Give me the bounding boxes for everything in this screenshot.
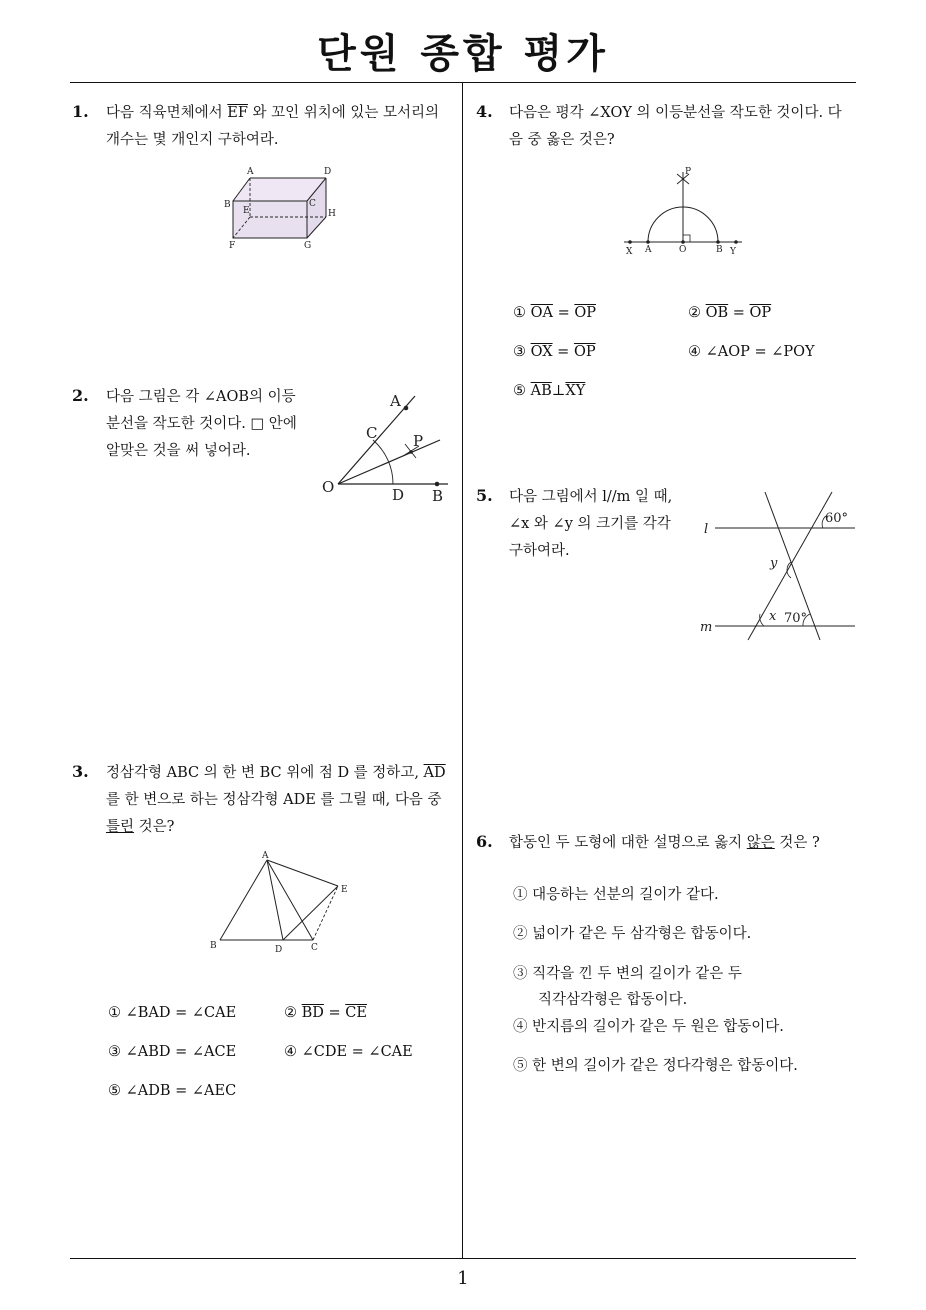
question-4-number: 4. — [476, 102, 493, 121]
triangle-label-c: C — [311, 943, 318, 953]
parallel-label-l: l — [704, 522, 709, 537]
q4-option-5-marker: ⑤ — [513, 383, 531, 399]
q4-option-3-eq: = — [552, 344, 574, 360]
q4-option-5-seg-b: $\overline{XY}$ — [565, 383, 586, 399]
q1-segment-ef: $\overline{EF}$ — [227, 105, 248, 121]
cuboid-label-h: H — [328, 209, 336, 219]
question-6-text — [509, 830, 861, 857]
page-number: 1 — [457, 1268, 469, 1289]
parallel-angle-60: 60° — [825, 511, 849, 526]
q4-text-a: 다음은 평각 ∠XOY 의 이등분선을 작도한 것이다. 다 — [509, 105, 842, 121]
q4-option-3-marker: ③ — [513, 344, 531, 360]
parallel-label-m: m — [700, 620, 713, 635]
q4-option-1-seg-a: $\overline{OA}$ — [530, 305, 553, 321]
bisector-label-d: D — [392, 486, 405, 504]
cuboid-label-g: G — [304, 241, 312, 251]
q3-option-2-seg-b: $\overline{CE}$ — [345, 1005, 367, 1021]
page-title: 단원 종합 평가 — [317, 31, 609, 77]
q4-option-1-eq: = — [552, 305, 575, 321]
cuboid-label-b: B — [224, 200, 231, 210]
q6-option-5[interactable]: ⑤ 한 변의 길이가 같은 정다각형은 합동이다. — [513, 1058, 798, 1074]
q6-text-a: 합동인 두 도형에 대한 설명으로 옳지 — [509, 835, 747, 851]
bisector-label-o: O — [322, 478, 335, 496]
parallel-lines-figure — [700, 488, 860, 648]
q3-option-2[interactable] — [284, 1005, 367, 1021]
question-3-text — [106, 760, 458, 841]
equilateral-triangles-figure — [205, 848, 365, 960]
triangle-label-e: E — [341, 885, 348, 895]
q4-option-1-seg-b: $\overline{OP}$ — [574, 305, 596, 321]
q2-text-a: 다음 그림은 각 ∠AOB의 이등 — [106, 389, 296, 405]
q1-text-c: 개수는 몇 개인지 구하여라. — [106, 132, 279, 148]
q2-text-c: 알맞은 것을 써 넣어라. — [106, 443, 251, 459]
bisector2-label-a: A — [645, 245, 652, 255]
column-divider — [462, 83, 463, 1258]
q6-option-3-line-1: ③ 직각을 낀 두 변의 길이가 같은 두 — [513, 966, 742, 982]
cuboid-label-e: E — [243, 206, 250, 216]
q6-option-2[interactable]: ② 넓이가 같은 두 삼각형은 합동이다. — [513, 926, 752, 942]
q5-text-b: ∠x 와 ∠y 의 크기를 각각 — [509, 516, 671, 532]
q5-text-c: 구하여라. — [509, 543, 570, 559]
question-3-number: 3. — [72, 762, 89, 781]
q6-option-3[interactable] — [513, 961, 742, 1013]
bisector-label-b: B — [432, 487, 444, 505]
question-1-text — [106, 100, 456, 154]
q4-option-2-eq: = — [728, 305, 750, 321]
bisector2-label-x: X — [626, 247, 633, 257]
parallel-label-y: y — [770, 556, 778, 571]
triangle-label-d: D — [275, 945, 283, 955]
q4-text-b: 음 중 옳은 것은? — [509, 132, 615, 148]
question-5-number: 5. — [476, 486, 493, 505]
q4-option-2-seg-b: $\overline{OP}$ — [749, 305, 772, 321]
q4-option-3-seg-b: $\overline{OP}$ — [573, 344, 596, 360]
q3-option-5[interactable]: ⑤ ∠ADB = ∠AEC — [108, 1083, 237, 1099]
cuboid-label-d: D — [324, 167, 332, 177]
bisector-label-p: P — [413, 432, 424, 450]
angle-bisector-figure — [318, 388, 458, 508]
bisector-label-c: C — [366, 424, 378, 442]
bisector2-label-b: B — [716, 245, 723, 255]
bisector2-label-p: P — [685, 167, 692, 177]
question-6-number: 6. — [476, 832, 493, 851]
cuboid-label-f: F — [229, 241, 236, 251]
question-2-number: 2. — [72, 386, 89, 405]
q3-text-b: 를 한 변으로 하는 정삼각형 ADE 를 그릴 때, 다음 중 — [106, 792, 442, 808]
q4-option-5-seg-a: $\overline{AB}$ — [530, 383, 552, 399]
q3-text-c: 것은? — [134, 819, 175, 835]
q4-option-3[interactable] — [513, 344, 596, 360]
q1-text-a: 다음 직육면체에서 — [106, 105, 228, 121]
q5-text-a: 다음 그림에서 l//m 일 때, — [509, 489, 673, 505]
q2-text-b: 분선을 작도한 것이다. □ 안에 — [106, 416, 297, 432]
question-2-text — [106, 384, 326, 465]
parallel-label-x: x — [769, 609, 777, 624]
bisector2-label-y: Y — [730, 247, 736, 257]
q6-option-4[interactable]: ④ 반지름의 길이가 같은 두 원은 합동이다. — [513, 1019, 784, 1035]
q3-option-3[interactable]: ③ ∠ABD = ∠ACE — [108, 1044, 237, 1060]
q3-option-2-seg-a: $\overline{BD}$ — [301, 1005, 324, 1021]
q6-text-b: 것은 ? — [774, 835, 820, 851]
triangle-label-b: B — [210, 941, 217, 951]
q6-underlined-word: 않은 — [746, 835, 775, 851]
q1-text-b: 와 꼬인 위치에 있는 모서리의 — [247, 105, 440, 121]
q3-option-2-marker: ② — [284, 1005, 302, 1021]
bisector-label-a: A — [390, 392, 401, 410]
cuboid-label-c: C — [309, 199, 316, 209]
cuboid-label-a: A — [247, 167, 254, 177]
q3-text-a: 정삼각형 ABC 의 한 변 BC 위에 점 D 를 정하고, — [106, 765, 424, 781]
q3-option-4[interactable]: ④ ∠CDE = ∠CAE — [284, 1044, 413, 1060]
q4-option-4[interactable]: ④ ∠AOP = ∠POY — [688, 344, 815, 360]
q4-option-3-seg-a: $\overline{OX}$ — [530, 344, 553, 360]
straight-angle-bisector-figure — [620, 162, 750, 262]
q4-option-2-seg-a: $\overline{OB}$ — [705, 305, 729, 321]
q3-option-1[interactable]: ① ∠BAD = ∠CAE — [108, 1005, 237, 1021]
q4-option-2-marker: ② — [688, 305, 706, 321]
question-4-text — [509, 100, 861, 154]
q4-option-2[interactable] — [688, 305, 771, 321]
q4-option-1-marker: ① — [513, 305, 531, 321]
q6-option-1[interactable]: ① 대응하는 선분의 길이가 같다. — [513, 887, 719, 903]
question-1-number: 1. — [72, 102, 89, 121]
top-divider — [70, 82, 856, 83]
q4-option-5-perp: ⊥ — [551, 383, 566, 399]
q4-option-5[interactable] — [513, 383, 585, 399]
q3-segment-ad: $\overline{AD}$ — [423, 765, 446, 781]
question-5-text — [509, 484, 699, 565]
q3-option-2-eq: = — [323, 1005, 346, 1021]
q4-option-1[interactable] — [513, 305, 596, 321]
cuboid-figure — [220, 162, 350, 254]
q6-option-3-line-2: 직각삼각형은 합동이다. — [538, 992, 688, 1008]
q3-underlined-word: 틀린 — [106, 819, 135, 835]
bisector2-label-o: O — [679, 245, 687, 255]
bottom-divider — [70, 1258, 856, 1259]
triangle-label-a: A — [262, 851, 269, 861]
parallel-angle-70: 70° — [784, 611, 808, 626]
